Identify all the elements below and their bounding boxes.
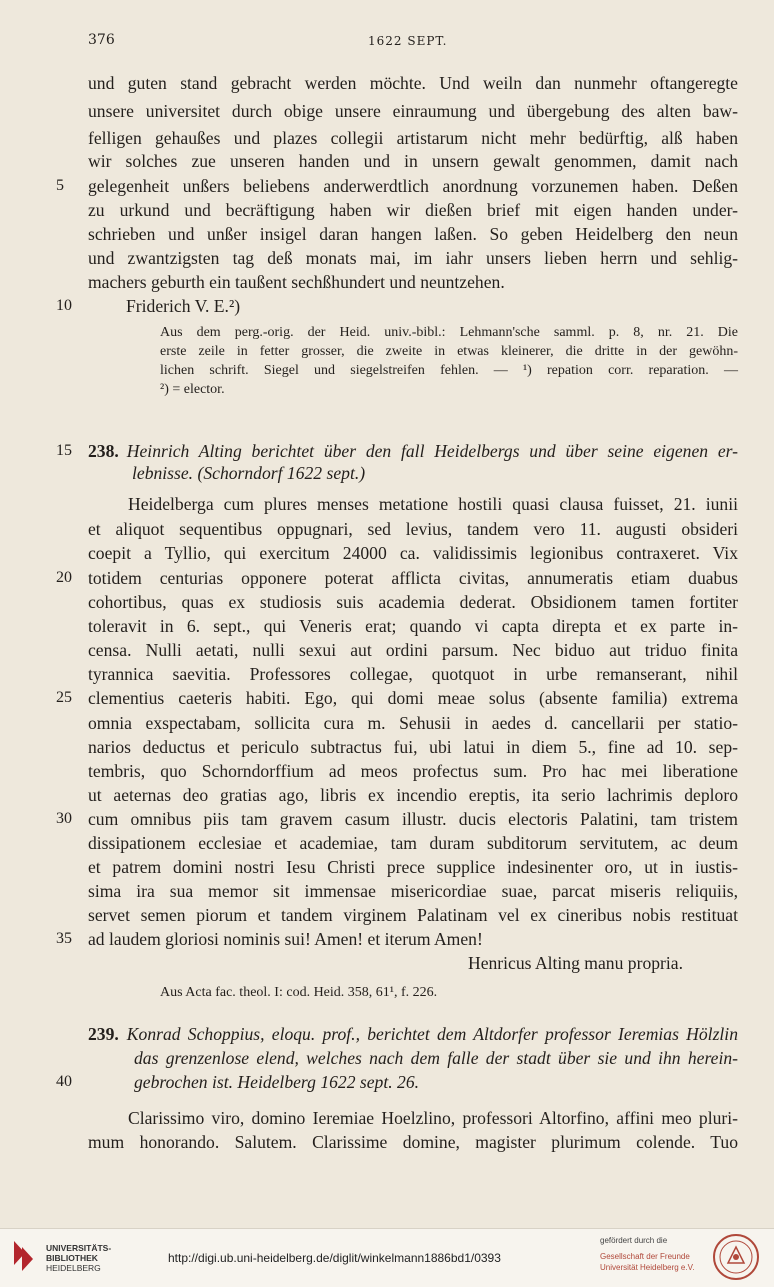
library-name: UNIVERSITÄTS- BIBLIOTHEK HEIDELBERG: [46, 1243, 112, 1273]
line-number: 30: [56, 810, 72, 827]
text-line: unsere universitet durch obige unsere einraumung und übergebung des alten baw-: [88, 101, 738, 121]
page-number: 376: [88, 32, 115, 48]
entry-239-heading: [88, 1022, 738, 1046]
entry-title: das grenzenlose elend, welches nach dem falle der stadt über sie und ihn herein-: [134, 1048, 738, 1068]
text-line: omnia exspectabam, sollicita cura m. Sehusii in aedes d. cancellarii per statio-: [88, 713, 738, 733]
line-number: 25: [56, 689, 72, 706]
text-line: clementius caeteris habiti. Ego, qui domi meae solus (absente familia) extrema: [88, 688, 738, 708]
text-line: narios deductus et periculo subtractus fui, ubi latui in diem 5., fine ad 10. sep-: [88, 737, 738, 757]
entry-title: lebnisse. (Schorndorf 1622 sept.): [132, 463, 366, 483]
society-name: Gesellschaft der Freunde Universität Heidelberg e.V.: [600, 1252, 695, 1272]
text-line: et patrem domini nostri Iesu Christi prece supplice indesinenter oro, ut in iustis-: [88, 857, 738, 877]
line-number: 10: [56, 297, 72, 314]
text-line: cohortibus, quas ex studiosis suis academia dederat. Obsidionem tamen fortiter: [88, 592, 738, 612]
entry-number: 238.: [88, 441, 119, 461]
entry-238-heading: [88, 439, 738, 463]
line-number: 35: [56, 930, 72, 947]
university-seal-icon: [712, 1233, 760, 1281]
text-line: schrieben und unßer insigel daran hangen laßen. So geben Heidelberg den neun: [88, 224, 738, 244]
footnote-line: Aus dem perg.-orig. der Heid. univ.-bibl.: Lehmann'sche samml. p. 8, nr. 21. Die: [160, 325, 738, 340]
text-line: gelegenheit unßers beliebens anderwerdtlich anordnung vorzunemen haben. Deßen: [88, 176, 738, 196]
page-header: [88, 32, 734, 58]
text-line: felligen gehaußes und plazes collegii artistarum nicht mehr bedürftig, alß haben: [88, 128, 738, 148]
text-line: censa. Nulli aetati, nulli sexui aut ordini parsum. Nec biduo aut triduo finita: [88, 640, 738, 660]
text-line: cum omnibus piis tam gravem casum illustr. ducis electoris Palatini, tam tristem: [88, 809, 738, 829]
line-number: 15: [56, 442, 72, 459]
footnote-line: erste zeile in fetter grosser, die zweite in etwas kleinerer, die dritte in der gewöhn-: [160, 344, 738, 359]
entry-title: Konrad Schoppius, eloqu. prof., berichtet dem Altdorfer professor Ieremias Hölzlin: [126, 1024, 738, 1044]
funded-by-label: gefördert durch die: [600, 1236, 668, 1245]
library-logo-icon: [10, 1237, 40, 1275]
text-line: tembris, quo Schorndorffium ad meos profectus sum. Pro hac mei liberatione: [88, 761, 738, 781]
text-line: zu urkund und becräftigung haben wir dießen brief mit eigen handen under-: [88, 200, 738, 220]
footnote-line: ²) = elector.: [160, 382, 225, 397]
text-line: ad laudem gloriosi nominis sui! Amen! et iterum Amen!: [88, 929, 483, 949]
footer-bar: [0, 1228, 774, 1287]
entry-number: 239.: [88, 1024, 119, 1044]
line-number: 40: [56, 1073, 72, 1090]
text-line: toleravit in 6. sept., qui Veneris erat; quando vi capta direpta et ex parte in-: [88, 616, 738, 636]
footnote-line: lichen schrift. Siegel und siegelstreifen fehlen. — ¹) repation corr. reparation. —: [160, 363, 738, 378]
source-note: Aus Acta fac. theol. I: cod. Heid. 358, 61¹, f. 226.: [160, 985, 438, 1000]
text-line: machers geburth ein taußent sechßhundert und neuntzehen.: [88, 272, 505, 292]
text-line: mum honorando. Salutem. Clarissime domine, magister plurimum colende. Tuo: [88, 1132, 738, 1152]
text-line: ut aeternas deo gratias ago, libris ex incendio ereptis, ita serio lachrimis deploro: [88, 785, 738, 805]
permalink-url[interactable]: http://digi.ub.uni-heidelberg.de/diglit/winkelmann1886bd1/0393: [168, 1251, 501, 1265]
line-number: 20: [56, 569, 72, 586]
text-line: dissipationem ecclesiae et academiae, tam duram subditorum servitutem, ac deum: [88, 833, 738, 853]
text-line: Heidelberga cum plures menses metatione hostili quasi clausa fuisset, 21. iunii: [128, 494, 738, 514]
text-line: coepit a Tyllio, qui exercitum 24000 ca. validissimis legionibus contraxeret. Vix: [88, 543, 738, 563]
line-number: 5: [56, 177, 64, 194]
text-line: servet semen piorum et tandem virginem Palatinam vel ex cineribus nobis restituat: [88, 905, 738, 925]
text-line: wir solches zue unseren handen und in unsern gewalt genommen, damit nach: [88, 151, 738, 171]
text-line: et aliquot sequentibus oppugnari, sed levius, tandem vero 11. augusti obsideri: [88, 519, 738, 539]
entry-title: Heinrich Alting berichtet über den fall Heidelbergs und über seine eigenen er-: [126, 441, 738, 461]
text-line: und guten stand gebracht werden möchte. Und weiln dan nunmehr oftangeregte: [88, 73, 738, 93]
text-line: und zwantzigsten tag deß monats mai, im iahr unsers lieben herrn und sehlig-: [88, 248, 738, 268]
text-line: sima ira sua memor sit immensae misericordiae suae, parcat miseris reliquiis,: [88, 881, 738, 901]
text-line: tyrannica saevitia. Professores collegae, quotquot in urbe remanserant, nihil: [88, 664, 738, 684]
text-line: totidem centurias opponere poterat afflicta civitas, annumeratis etiam duabus: [88, 568, 738, 588]
signature-alting: Henricus Alting manu propria.: [468, 953, 683, 973]
running-head: 1622 SEPT.: [368, 34, 448, 48]
text-line: Clarissimo viro, domino Ieremiae Hoelzlino, professori Altorfino, affini meo pluri-: [128, 1108, 738, 1128]
signature-friderich: Friderich V. E.²): [126, 296, 241, 316]
entry-title: gebrochen ist. Heidelberg 1622 sept. 26.: [134, 1072, 420, 1092]
